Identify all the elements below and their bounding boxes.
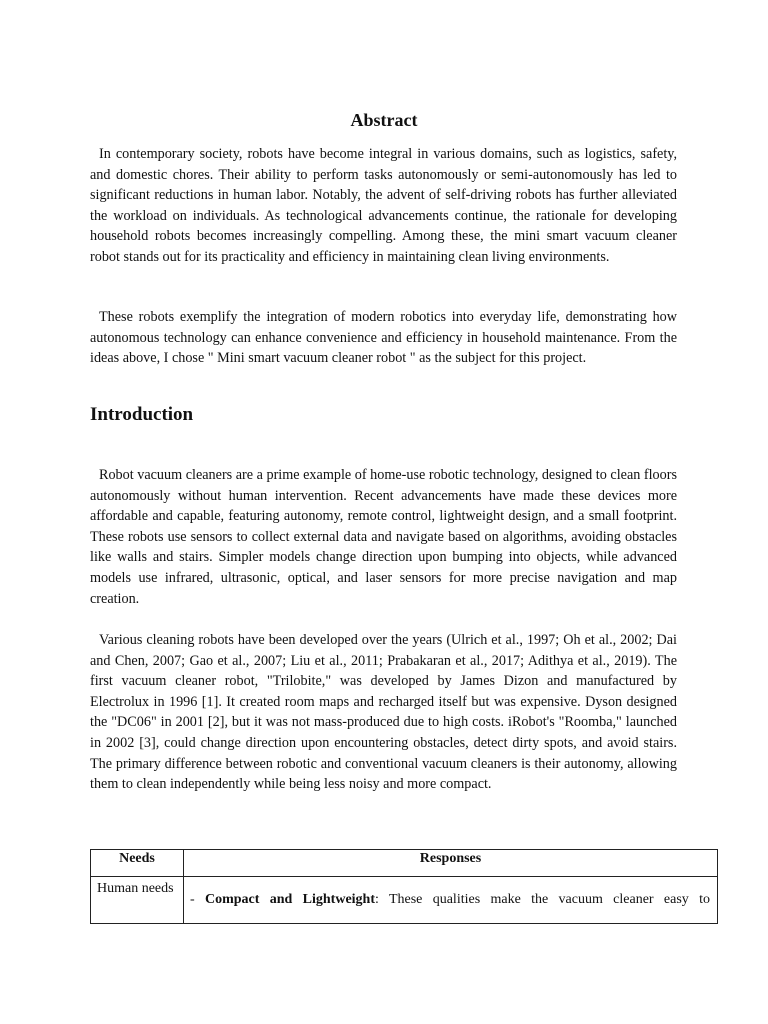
table-cell-need: Human needs bbox=[91, 877, 184, 924]
table-cell-response bbox=[184, 877, 718, 924]
needs-responses-table bbox=[90, 849, 718, 924]
abstract-paragraph-1: In contemporary society, robots have become integral in various domains, such as logistics, safety, and domestic chores. Their ability to perform tasks autonomously or semi-autonomously has led to significant reductions in human labor. Notably, the advent of self-driving robots has further alleviated the workload on individuals. As technological advancements continue, the rationale for developing household robots becomes increasingly compelling. Among these, the mini smart vacuum cleaner robot stands out for its practicality and efficiency in maintaining clean living environments. bbox=[90, 146, 677, 265]
introduction-paragraph-1: Robot vacuum cleaners are a prime example of home-use robotic technology, designed to clean floors autonomously without human intervention. Recent advancements have made these devices more affordable and capable, featuring autonomy, remote control, lightweight design, and a small footprint. These robots use sensors to collect external data and navigate based on algorithms, avoiding obstacles like walls and stairs. Simpler models change direction upon bumping into objects, while advanced models use infrared, ultrasonic, optical, and laser sensors for more precise navigation and map creation. bbox=[90, 467, 677, 607]
response-text: : These qualities make the vacuum cleaner easy to bbox=[375, 892, 710, 907]
table-header-responses: Responses bbox=[184, 850, 718, 877]
introduction-paragraph-2: Various cleaning robots have been developed over the years (Ulrich et al., 1997; Oh et al., 2002; Dai and Chen, 2007; Gao et al., 2007; Liu et al., 2011; Prabakaran et al., 2017; Adithya et al., 2019). The first vacuum cleaner robot, "Trilobite," was developed by James Dizon and manufactured by Electrolux in 1996 [1]. It created room maps and recharged itself but was expensive. Dyson designed the "DC06" in 2001 [2], but it was not mass-produced due to high costs. iRobot's "Roomba," launched in 2002 [3], could change direction upon encountering obstacles, detect dirty spots, and avoid stairs. The primary difference between robotic and conventional vacuum cleaners is their autonomy, allowing them to clean independently while being less noisy and more compact. bbox=[90, 632, 677, 793]
abstract-paragraph-2: These robots exemplify the integration of modern robotics into everyday life, demonstrating how autonomous technology can enhance convenience and efficiency in household maintenance. From the ideas above, I chose " Mini smart vacuum cleaner robot " as the subject for this project. bbox=[90, 309, 677, 367]
abstract-heading: Abstract bbox=[350, 110, 418, 130]
table-row bbox=[91, 877, 718, 924]
response-prefix: - bbox=[190, 892, 205, 907]
table-header-row bbox=[91, 850, 718, 877]
response-bold-term: Compact and Lightweight bbox=[205, 892, 375, 907]
introduction-heading: Introduction bbox=[90, 404, 194, 425]
table-header-needs: Needs bbox=[91, 850, 184, 877]
